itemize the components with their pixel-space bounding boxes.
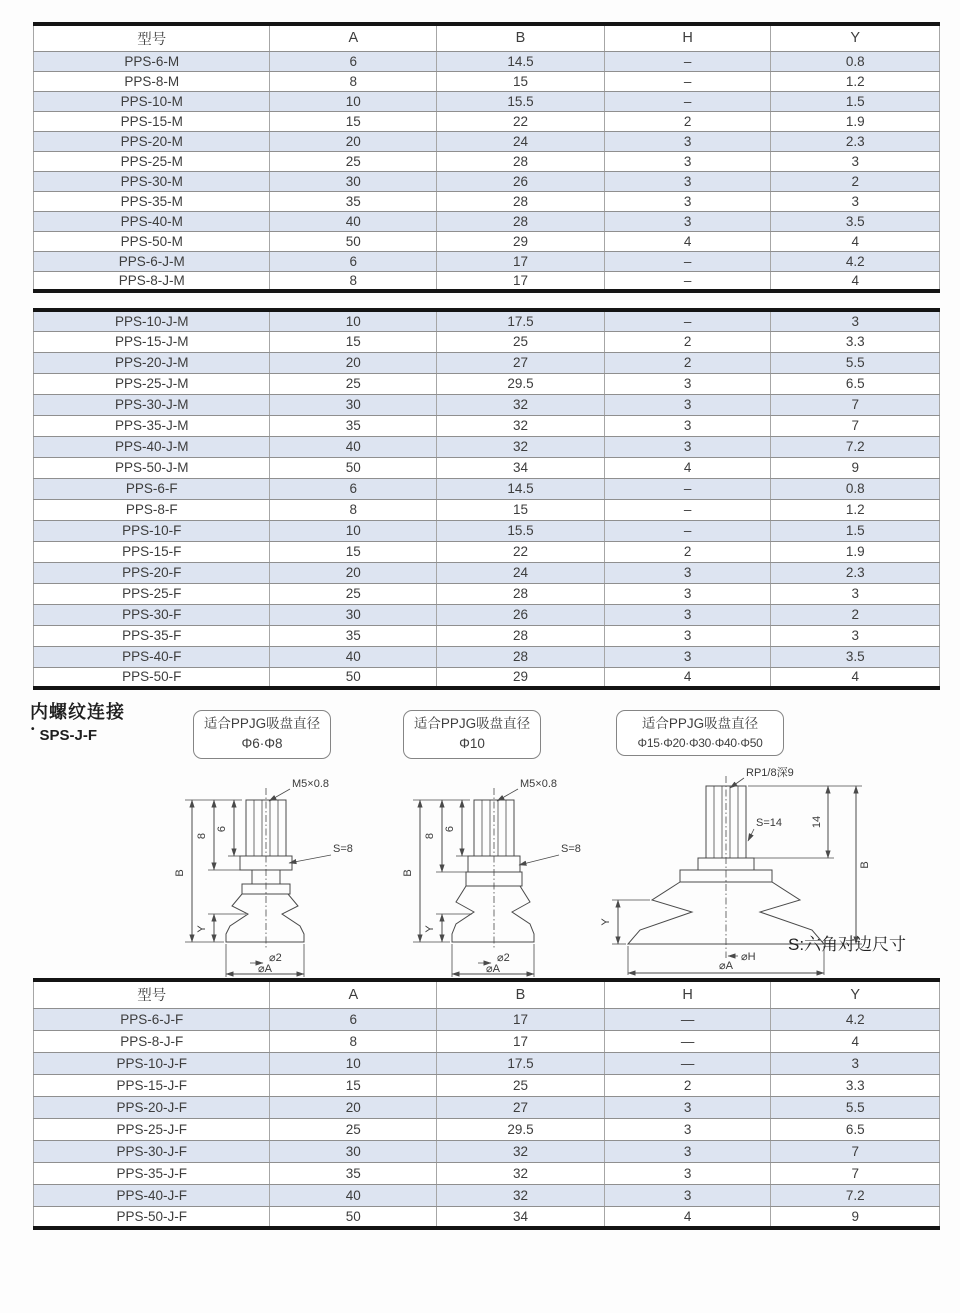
table-row (34, 1184, 940, 1206)
table-cell: PPS-40-J-M (34, 436, 270, 457)
table-cell: – (604, 520, 771, 541)
table-row (34, 211, 940, 231)
table-cell: 0.8 (771, 478, 940, 499)
table-row (34, 91, 940, 111)
dim-Y-label: Y (600, 918, 612, 926)
table-cell: 4 (604, 457, 771, 478)
table-cell: 10 (270, 1052, 437, 1074)
table-cell: 17.5 (437, 1052, 605, 1074)
table-row (34, 415, 940, 436)
table-cell: 20 (270, 131, 437, 151)
table-cell: 29 (437, 231, 605, 251)
fit-label-box-1 (193, 710, 331, 759)
table-cell: 2 (771, 604, 940, 625)
table-cell: PPS-20-M (34, 131, 270, 151)
dimension-drawing-small-1 (152, 772, 372, 977)
fit-label-box-2 (403, 710, 541, 759)
table-cell: 29.5 (437, 373, 605, 394)
table-cell: 14.5 (437, 51, 605, 71)
table-cell: 15 (437, 71, 605, 91)
table-cell: 2 (604, 541, 771, 562)
table-cell: 29 (437, 667, 605, 688)
table-cell: 9 (771, 457, 940, 478)
table-cell: 6.5 (771, 1118, 940, 1140)
dim-d2-label: ⌀2 (497, 952, 510, 964)
table-cell: 4 (604, 231, 771, 251)
table-cell: 2 (604, 331, 771, 352)
table-cell: 2 (604, 1074, 771, 1096)
table-cell: PPS-35-M (34, 191, 270, 211)
table-cell: 15 (270, 1074, 437, 1096)
table-cell: 7.2 (771, 1184, 940, 1206)
column-header: A (270, 980, 437, 1008)
table-row (34, 604, 940, 625)
table-cell: 15.5 (437, 91, 605, 111)
section-code-label: SPS-J-F (39, 727, 98, 744)
table-cell: 3 (771, 151, 940, 171)
table-cell: 4.2 (771, 1008, 940, 1030)
table-cell: PPS-25-J-F (34, 1118, 270, 1140)
table-cell: 3 (604, 583, 771, 604)
table-cell: PPS-35-J-M (34, 415, 270, 436)
dim-8-label: 8 (424, 832, 436, 840)
table-cell: 20 (270, 562, 437, 583)
thread-spec-label: RP1/8深9 (746, 767, 794, 779)
column-header: 型号 (34, 24, 270, 51)
table-cell: 15 (270, 541, 437, 562)
table-cell: 3 (771, 310, 940, 331)
table-cell: 28 (437, 625, 605, 646)
table-row (34, 310, 940, 331)
table-cell: PPS-10-J-M (34, 310, 270, 331)
table-row (34, 1008, 940, 1030)
dim-B-label: B (402, 869, 414, 877)
table-row (34, 583, 940, 604)
table-row (34, 1096, 940, 1118)
table-cell: 32 (437, 1162, 605, 1184)
thread-spec-label: M5×0.8 (520, 778, 557, 790)
table-cell: 34 (437, 457, 605, 478)
table-cell: 50 (270, 1206, 437, 1228)
spec-table-pps-jm-f (33, 308, 940, 690)
table-cell: 3 (604, 562, 771, 583)
table-cell: 4 (771, 667, 940, 688)
table-cell: 35 (270, 415, 437, 436)
table-cell: 1.5 (771, 91, 940, 111)
table-cell: 17.5 (437, 310, 605, 331)
table-cell: PPS-6-F (34, 478, 270, 499)
table-cell: 3 (771, 191, 940, 211)
header-row (34, 980, 940, 1008)
table-row (34, 1140, 940, 1162)
table-cell: 3 (604, 1162, 771, 1184)
table-cell: 32 (437, 1140, 605, 1162)
table-cell: PPS-30-J-M (34, 394, 270, 415)
table-cell: PPS-35-J-F (34, 1162, 270, 1184)
table-cell: 1.2 (771, 499, 940, 520)
table-cell: 28 (437, 583, 605, 604)
table-cell: 50 (270, 231, 437, 251)
table-cell: 20 (270, 352, 437, 373)
table-row (34, 251, 940, 271)
column-header: B (437, 980, 605, 1008)
table-cell: 24 (437, 131, 605, 151)
table-cell: 15 (270, 331, 437, 352)
table-cell: – (604, 478, 771, 499)
table-row (34, 541, 940, 562)
table-cell: 2.3 (771, 562, 940, 583)
table-row (34, 231, 940, 251)
table-cell: 29.5 (437, 1118, 605, 1140)
table-cell: 5.5 (771, 1096, 940, 1118)
table-row (34, 171, 940, 191)
table-cell: 3 (604, 171, 771, 191)
table-cell: 25 (437, 1074, 605, 1096)
table-row (34, 191, 940, 211)
section-code (31, 724, 98, 744)
table-cell: PPS-8-F (34, 499, 270, 520)
table-row (34, 131, 940, 151)
table-row (34, 667, 940, 688)
table-cell: PPS-25-M (34, 151, 270, 171)
table-cell: 3.3 (771, 331, 940, 352)
table-cell: 8 (270, 71, 437, 91)
dim-Y-label: Y (424, 925, 436, 933)
table-cell: 8 (270, 499, 437, 520)
table-cell: PPS-50-F (34, 667, 270, 688)
table-cell: 27 (437, 1096, 605, 1118)
table-cell: PPS-50-J-F (34, 1206, 270, 1228)
column-header: H (604, 980, 771, 1008)
table-cell: – (604, 71, 771, 91)
table-row (34, 1052, 940, 1074)
table-cell: 3 (604, 1140, 771, 1162)
table-cell: PPS-6-J-F (34, 1008, 270, 1030)
table-cell: 3 (604, 151, 771, 171)
table-cell: 30 (270, 171, 437, 191)
table-cell: 50 (270, 457, 437, 478)
table-cell: 3 (604, 604, 771, 625)
table-cell: 10 (270, 520, 437, 541)
table-cell: – (604, 499, 771, 520)
fit-label-line1: 适合PPJG吸盘直径 (641, 716, 759, 731)
table-cell: 6 (270, 1008, 437, 1030)
dim-d2-label: ⌀2 (269, 952, 282, 964)
table-cell: – (604, 271, 771, 291)
table-cell: PPS-15-M (34, 111, 270, 131)
table-cell: 4 (771, 271, 940, 291)
table-row (34, 436, 940, 457)
table-cell: 3 (604, 394, 771, 415)
table-cell: 1.5 (771, 520, 940, 541)
table-cell: 28 (437, 646, 605, 667)
column-header: 型号 (34, 980, 270, 1008)
dim-dA-label: ⌀A (258, 963, 272, 975)
fit-label-line1: 适合PPJG吸盘直径 (413, 716, 531, 731)
thread-spec-label: M5×0.8 (292, 778, 329, 790)
table-cell: 2 (771, 171, 940, 191)
table-cell: 50 (270, 667, 437, 688)
table-cell: 4 (604, 1206, 771, 1228)
table-cell: 25 (270, 151, 437, 171)
table-cell: 6 (270, 51, 437, 71)
table-cell: 40 (270, 436, 437, 457)
table-cell: 40 (270, 646, 437, 667)
table-cell: 3.5 (771, 646, 940, 667)
table-row (34, 1206, 940, 1228)
table-cell: 8 (270, 1030, 437, 1052)
table-row (34, 394, 940, 415)
table-cell: 2.3 (771, 131, 940, 151)
section-title: 内螺纹连接 (30, 702, 125, 722)
table-cell: 28 (437, 191, 605, 211)
table-cell: 32 (437, 436, 605, 457)
table-cell: – (604, 91, 771, 111)
table-cell: PPS-30-M (34, 171, 270, 191)
table-cell: 3 (604, 1118, 771, 1140)
table-cell: 22 (437, 111, 605, 131)
table-cell: 4 (771, 231, 940, 251)
table-cell: 32 (437, 1184, 605, 1206)
dim-B-label: B (174, 869, 186, 877)
table-row (34, 520, 940, 541)
table-cell: 28 (437, 151, 605, 171)
table-cell: 35 (270, 1162, 437, 1184)
table-cell: 24 (437, 562, 605, 583)
table-cell: PPS-8-M (34, 71, 270, 91)
table-cell: PPS-20-F (34, 562, 270, 583)
table-cell: PPS-20-J-F (34, 1096, 270, 1118)
table-row (34, 151, 940, 171)
table-cell: 35 (270, 625, 437, 646)
table-cell: 3 (604, 211, 771, 231)
table-cell: PPS-10-J-F (34, 1052, 270, 1074)
table-cell: PPS-10-M (34, 91, 270, 111)
table-cell: 17 (437, 1030, 605, 1052)
table-cell: 7 (771, 1140, 940, 1162)
table-row (34, 352, 940, 373)
table-cell: PPS-15-J-M (34, 331, 270, 352)
table-cell: 34 (437, 1206, 605, 1228)
table-cell: – (604, 251, 771, 271)
table-cell: 25 (437, 331, 605, 352)
table-cell: 27 (437, 352, 605, 373)
table-cell: PPS-50-M (34, 231, 270, 251)
table-cell: 3 (604, 415, 771, 436)
column-header: A (270, 24, 437, 51)
dim-B-label: B (859, 861, 871, 869)
table-cell: 3 (604, 191, 771, 211)
table-cell: 3.3 (771, 1074, 940, 1096)
dim-8-label: 8 (196, 832, 208, 840)
table-cell: 26 (437, 604, 605, 625)
hex-dimension-note: S:六角对边尺寸 (788, 935, 907, 954)
table-row (34, 1162, 940, 1184)
table-cell: PPS-15-F (34, 541, 270, 562)
dim-dA-label: ⌀A (486, 963, 500, 975)
table-cell: 10 (270, 91, 437, 111)
table-cell: PPS-20-J-M (34, 352, 270, 373)
table-cell: 2 (604, 111, 771, 131)
table-row (34, 373, 940, 394)
table-cell: PPS-25-F (34, 583, 270, 604)
spec-table-pps-jf (33, 978, 940, 1230)
column-header: H (604, 24, 771, 51)
fit-label-line1: 适合PPJG吸盘直径 (203, 716, 321, 731)
header-row (34, 24, 940, 51)
table-cell: PPS-15-J-F (34, 1074, 270, 1096)
table-cell: — (604, 1030, 771, 1052)
table-cell: 26 (437, 171, 605, 191)
table-cell: 3 (604, 131, 771, 151)
table-row (34, 271, 940, 291)
fit-label-box-3 (616, 710, 784, 756)
table-cell: 1.2 (771, 71, 940, 91)
table-cell: PPS-50-J-M (34, 457, 270, 478)
table-cell: 25 (270, 373, 437, 394)
table-cell: – (604, 310, 771, 331)
table-cell: 20 (270, 1096, 437, 1118)
table-row (34, 1030, 940, 1052)
table-cell: 10 (270, 310, 437, 331)
table-row (34, 71, 940, 91)
table-cell: 3 (604, 1096, 771, 1118)
table-cell: 6.5 (771, 373, 940, 394)
table-cell: 4 (604, 667, 771, 688)
table-cell: 30 (270, 1140, 437, 1162)
table-cell: 17 (437, 271, 605, 291)
hex-size-label: S=8 (561, 843, 581, 855)
table-cell: 14.5 (437, 478, 605, 499)
table-cell: PPS-40-J-F (34, 1184, 270, 1206)
table-cell: 15.5 (437, 520, 605, 541)
fit-label-line2: Φ6·Φ8 (241, 736, 283, 752)
fit-label-line2: Φ10 (459, 736, 485, 752)
dim-Y-label: Y (196, 925, 208, 933)
table-cell: 7.2 (771, 436, 940, 457)
bullet-dot: • (31, 724, 35, 735)
table-cell: 4.2 (771, 251, 940, 271)
table-cell: 3 (604, 1184, 771, 1206)
table-cell: PPS-8-J-M (34, 271, 270, 291)
table-cell: 3 (604, 646, 771, 667)
table-cell: 15 (270, 111, 437, 131)
table-cell: PPS-30-F (34, 604, 270, 625)
table-cell: PPS-10-F (34, 520, 270, 541)
table-cell: 2 (604, 352, 771, 373)
drawing-section (0, 690, 960, 978)
table-cell: 8 (270, 271, 437, 291)
table-cell: 1.9 (771, 111, 940, 131)
table-row (34, 51, 940, 71)
column-header: Y (771, 980, 940, 1008)
table-cell: 3 (604, 436, 771, 457)
table-row (34, 111, 940, 131)
table-cell: 3 (771, 1052, 940, 1074)
spec-table-pps-m (33, 22, 940, 293)
column-header: Y (771, 24, 940, 51)
table-cell: PPS-6-M (34, 51, 270, 71)
table-row (34, 331, 940, 352)
table-cell: 25 (270, 1118, 437, 1140)
table-cell: 7 (771, 1162, 940, 1184)
dim-dH-label: ⌀H (741, 951, 756, 963)
fit-label-line2: Φ15·Φ20·Φ30·Φ40·Φ50 (637, 736, 763, 751)
table-cell: 35 (270, 191, 437, 211)
table-cell: 1.9 (771, 541, 940, 562)
table-cell: 5.5 (771, 352, 940, 373)
hex-size-label: S=8 (333, 843, 353, 855)
table-cell: 6 (270, 251, 437, 271)
hex-size-label: S=14 (756, 817, 782, 829)
table-cell: PPS-40-M (34, 211, 270, 231)
table-row (34, 499, 940, 520)
table-cell: PPS-25-J-M (34, 373, 270, 394)
column-header: B (437, 24, 605, 51)
dim-dA-label: ⌀A (719, 960, 733, 972)
dim-6-label: 6 (444, 825, 456, 833)
table-row (34, 1118, 940, 1140)
table-row (34, 562, 940, 583)
table-cell: 3 (771, 583, 940, 604)
table-cell: PPS-6-J-M (34, 251, 270, 271)
table-cell: 32 (437, 415, 605, 436)
table-cell: PPS-40-F (34, 646, 270, 667)
table-cell: – (604, 51, 771, 71)
table-cell: 3 (604, 373, 771, 394)
table-cell: 30 (270, 604, 437, 625)
table-cell: 9 (771, 1206, 940, 1228)
table-cell: 3 (771, 625, 940, 646)
table-cell: 25 (270, 583, 437, 604)
dimension-drawing-small-2 (380, 772, 600, 977)
table-cell: 40 (270, 1184, 437, 1206)
table-cell: 7 (771, 415, 940, 436)
table-cell: 32 (437, 394, 605, 415)
table-row (34, 625, 940, 646)
table-cell: 3 (604, 625, 771, 646)
table-cell: 17 (437, 1008, 605, 1030)
dim-14-label: 14 (811, 815, 823, 829)
table-cell: 0.8 (771, 51, 940, 71)
table-cell: 4 (771, 1030, 940, 1052)
table-cell: 28 (437, 211, 605, 231)
table-row (34, 1074, 940, 1096)
table-cell: 7 (771, 394, 940, 415)
table-cell: 17 (437, 251, 605, 271)
table-row (34, 646, 940, 667)
table-cell: 22 (437, 541, 605, 562)
table-cell: 15 (437, 499, 605, 520)
table-cell: — (604, 1052, 771, 1074)
table-cell: 3.5 (771, 211, 940, 231)
table-cell: PPS-8-J-F (34, 1030, 270, 1052)
table-cell: 30 (270, 394, 437, 415)
table-cell: 40 (270, 211, 437, 231)
table-cell: — (604, 1008, 771, 1030)
table-cell: PPS-35-F (34, 625, 270, 646)
table-cell: 6 (270, 478, 437, 499)
dim-6-label: 6 (216, 825, 228, 833)
table-row (34, 457, 940, 478)
table-row (34, 478, 940, 499)
table-cell: PPS-30-J-F (34, 1140, 270, 1162)
